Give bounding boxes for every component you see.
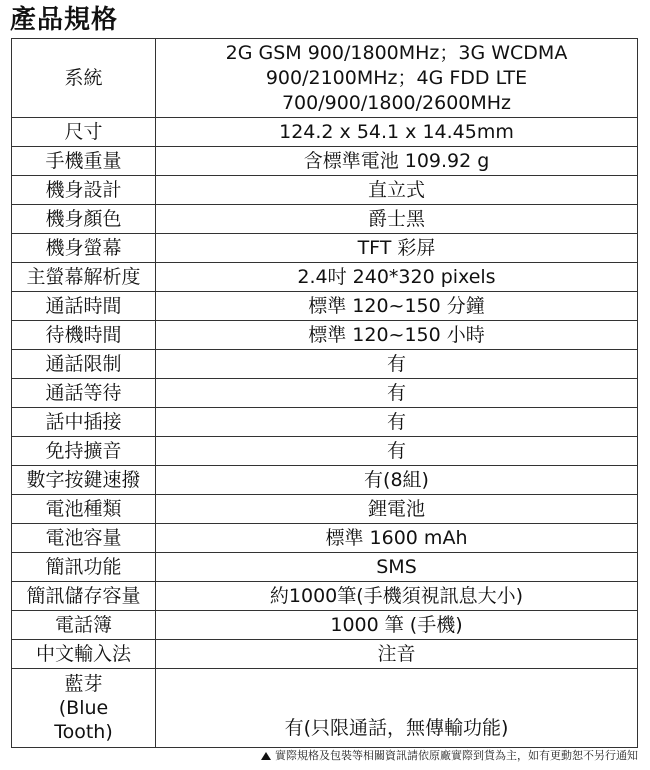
- spec-label: 免持擴音: [12, 437, 156, 466]
- table-row: [12, 234, 638, 263]
- spec-label: 通話等待: [12, 379, 156, 408]
- table-row: [12, 495, 638, 524]
- table-row: [12, 350, 638, 379]
- spec-value: 標準 120~150 小時: [156, 321, 638, 350]
- spec-label: 簡訊儲存容量: [12, 582, 156, 611]
- spec-label: 數字按鍵速撥: [12, 466, 156, 495]
- spec-value: 有(8組): [156, 466, 638, 495]
- spec-value: 約1000筆(手機須視訊息大小): [156, 582, 638, 611]
- table-row: [12, 118, 638, 147]
- spec-value: 直立式: [156, 176, 638, 205]
- table-row: [12, 408, 638, 437]
- spec-label: 尺寸: [12, 118, 156, 147]
- spec-value: 含標準電池 109.92 g: [156, 147, 638, 176]
- table-row: [12, 524, 638, 553]
- spec-label: 通話限制: [12, 350, 156, 379]
- spec-value: 有: [156, 350, 638, 379]
- spec-value: 124.2 x 54.1 x 14.45mm: [156, 118, 638, 147]
- spec-value: 2.4吋 240*320 pixels: [156, 263, 638, 292]
- spec-value: 注音: [156, 640, 638, 669]
- spec-value: TFT 彩屏: [156, 234, 638, 263]
- footnote: [261, 748, 638, 764]
- spec-label: 電池種類: [12, 495, 156, 524]
- table-row: [12, 582, 638, 611]
- table-row: [12, 147, 638, 176]
- table-row: [12, 39, 638, 118]
- spec-label: 中文輸入法: [12, 640, 156, 669]
- spec-value: 標準 120~150 分鐘: [156, 292, 638, 321]
- spec-value: 有(只限通話，無傳輸功能): [156, 669, 638, 748]
- spec-label: 電池容量: [12, 524, 156, 553]
- table-row: [12, 640, 638, 669]
- table-row: [12, 669, 638, 748]
- spec-value: 有: [156, 408, 638, 437]
- spec-value: 爵士黑: [156, 205, 638, 234]
- spec-label: 待機時間: [12, 321, 156, 350]
- spec-value: 鋰電池: [156, 495, 638, 524]
- spec-label: 機身顏色: [12, 205, 156, 234]
- table-row: [12, 466, 638, 495]
- table-row: [12, 176, 638, 205]
- table-row: [12, 205, 638, 234]
- spec-label: 機身螢幕: [12, 234, 156, 263]
- table-row: [12, 379, 638, 408]
- warning-triangle-icon: [261, 752, 271, 760]
- table-row: [12, 263, 638, 292]
- footnote-text: 實際規格及包裝等相關資訊請依原廠實際到貨為主，如有更動恕不另行通知: [275, 749, 638, 762]
- table-row: [12, 321, 638, 350]
- spec-label: 通話時間: [12, 292, 156, 321]
- spec-table: [11, 38, 638, 748]
- spec-label: 話中插接: [12, 408, 156, 437]
- spec-label: 簡訊功能: [12, 553, 156, 582]
- table-row: [12, 292, 638, 321]
- spec-label: 系統: [12, 39, 156, 118]
- table-row: [12, 553, 638, 582]
- spec-value: 有: [156, 437, 638, 466]
- spec-value: 1000 筆 (手機): [156, 611, 638, 640]
- table-row: [12, 611, 638, 640]
- spec-label: 機身設計: [12, 176, 156, 205]
- spec-value: 有: [156, 379, 638, 408]
- spec-label: 電話簿: [12, 611, 156, 640]
- spec-label: 藍芽 (Blue Tooth): [12, 669, 156, 748]
- spec-value: 標準 1600 mAh: [156, 524, 638, 553]
- spec-value: SMS: [156, 553, 638, 582]
- table-row: [12, 437, 638, 466]
- spec-value: 2G GSM 900/1800MHz；3G WCDMA 900/2100MHz；4G FDD LTE 700/900/1800/2600MHz: [156, 39, 638, 118]
- spec-label: 手機重量: [12, 147, 156, 176]
- spec-label: 主螢幕解析度: [12, 263, 156, 292]
- page-title: 產品規格: [10, 5, 119, 35]
